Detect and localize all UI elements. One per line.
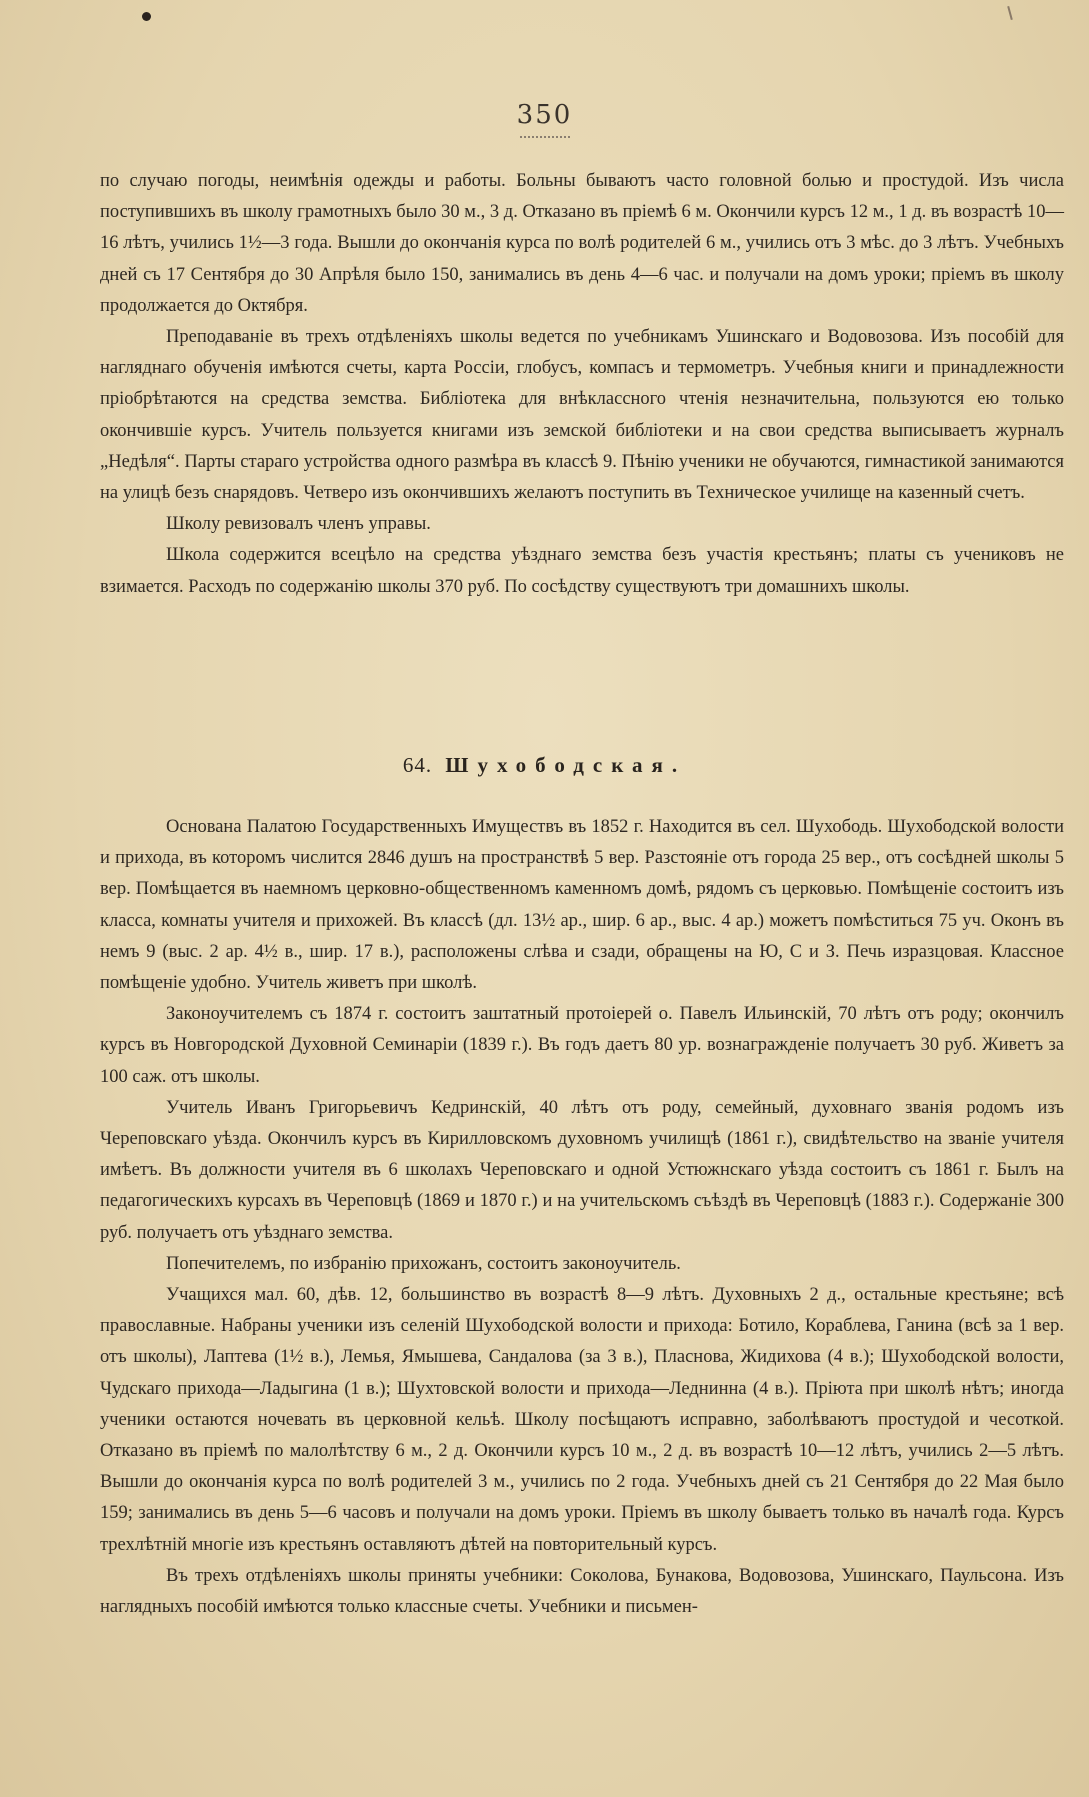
paragraph: Основана Палатою Государственныхъ Имуществъ въ 1852 г. Находится въ сел. Шухободь. Шухободской волости и прихода, въ которомъ числится 2846 душъ на пространствѣ 5 вер. Разстояніе отъ города 25 вер., отъ сосѣдней школы 5 вер. Помѣщается въ наемномъ церковно-общественномъ каменномъ домѣ, рядомъ съ церковью. Помѣщеніе состоитъ изъ класса, комнаты учителя и прихожей. Въ классѣ (дл. 13½ ар., шир. 6 ар., выс. 4 ар.) можетъ помѣститься 75 уч. Оконъ въ немъ 9 (выс. 2 ар. 4½ в., шир. 17 в.), расположены слѣва и сзади, обращены на Ю, С и З. Печь изразцовая. Классное помѣщеніе удобно. Учитель живетъ при школѣ. (100, 817, 1064, 994)
bottom-text-block (100, 812, 1064, 1623)
ink-blot (142, 12, 151, 21)
paragraph: Учащихся мал. 60, дѣв. 12, большинство въ возрастѣ 8—9 лѣтъ. Духовныхъ 2 д., остальные крестьяне; всѣ православные. Набраны ученики изъ селеній Шухободской волости и прихода: Ботило, Кораблева, Ганина (всѣ за 1 вер. отъ школы), Лаптева (1½ в.), Лемья, Ямышева, Сандалова (за 3 в.), Пласнова, Жидихова (4 в.); Шухободской волости, Чудскаго прихода—Ладыгина (1 в.); Шухтовской волости и прихода—Леднинна (4 в.). Пріюта при школѣ нѣтъ; иногда ученики остаются ночевать въ церковной кельѣ. Школу посѣщаютъ исправно, заболѣваютъ простудой и чесоткой. Отказано въ пріемѣ по малолѣтству 6 м., 2 д. Окончили курсъ 10 м., 2 д. въ возрастѣ 10—12 лѣтъ, учились 2—5 лѣтъ. Вышли до окончанія курса по волѣ родителей 3 м., учились по 2 года. Учебныхъ дней съ 21 Сентября до 22 Мая было 159; занимались въ день 5—6 часовъ и получали на домъ уроки. Пріемъ въ школу бываетъ только въ началѣ года. Курсъ трехлѣтній многіе изъ крестьянъ оставляютъ дѣтей на повторительный курсъ. (100, 1285, 1064, 1555)
paragraph: по случаю погоды, неимѣнія одежды и работы. Больны бываютъ часто головной болью и простудой. Изъ числа поступившихъ въ школу грамотныхъ было 30 м., 3 д. Отказано въ пріемѣ 6 м. Окончили курсъ 12 м., 1 д. въ возрастѣ 10—16 лѣтъ, учились 1½—3 года. Вышли до окончанія курса по волѣ родителей 6 м., учились отъ 3 мѣс. до 3 лѣтъ. Учебныхъ дней съ 17 Сентября до 30 Апрѣля было 150, занимались въ день 4—6 час. и получали на домъ уроки; пріемъ въ школу продолжается до Октября. (100, 171, 1064, 316)
page-number-ornament (520, 130, 570, 138)
section-heading (0, 753, 1089, 778)
paragraph: Преподаваніе въ трехъ отдѣленіяхъ школы ведется по учебникамъ Ушинскаго и Водовозова. Изъ пособій для нагляднаго обученія имѣются счеты, карта Россіи, глобусъ, компасъ и термометръ. Учебныя книги и принадлежности пріобрѣтаются на средства земства. Библіотека для внѣклассного чтенія незначительна, пользуются ею только окончившіе курсъ. Учитель пользуется книгами изъ земской библіотеки и на свои средства выписываетъ журналъ „Недѣля“. Парты стараго устройства одного размѣра въ классѣ 9. Пѣнію ученики не обучаются, гимнастикой занимаются на улицѣ безъ снарядовъ. Четверо изъ окончившихъ желаютъ поступить въ Техническое училище на казенный счетъ. (100, 327, 1064, 504)
paragraph: Учитель Иванъ Григорьевичъ Кедринскій, 40 лѣтъ отъ роду, семейный, духовнаго званія родомъ изъ Череповскаго уѣзда. Окончилъ курсъ въ Кирилловскомъ духовномъ училищѣ (1861 г.), свидѣтельство на званіе учителя имѣетъ. Въ должности учителя въ 6 школахъ Череповскаго и одной Устюжнскаго уѣзда состоитъ съ 1861 г. Былъ на педагогическихъ курсахъ въ Череповцѣ (1869 и 1870 г.) и на учительскомъ съѣздѣ въ Череповцѣ (1883 г.). Содержаніе 300 руб. получаетъ отъ уѣзднаго земства. (100, 1097, 1064, 1243)
section-title: Шухободская. (445, 753, 687, 777)
paragraph: Законоучителемъ съ 1874 г. состоитъ заштатный протоіерей о. Павелъ Ильинскій, 70 лѣтъ отъ роду; окончилъ курсъ въ Новгородской Духовной Семинаріи (1839 г.). Въ годъ даетъ 80 ур. вознагражденіе получаетъ 30 руб. Живетъ за 100 саж. отъ школы. (100, 1004, 1064, 1087)
paragraph: Школа содержится всецѣло на средства уѣзднаго земства безъ участія крестьянъ; платы съ учениковъ не взимается. Расходъ по содержанію школы 370 руб. По сосѣдству существуютъ три домашнихъ школы. (100, 545, 1064, 597)
paragraph: Попечителемъ, по избранію прихожанъ, состоитъ законоучитель. (166, 1253, 681, 1274)
paragraph: Школу ревизовалъ членъ управы. (166, 514, 431, 535)
top-text-block (100, 166, 1064, 603)
paper-mark (1007, 6, 1013, 20)
paragraph: Въ трехъ отдѣленіяхъ школы приняты учебники: Соколова, Бунакова, Водовозова, Ушинскаго, Паульсона. Изъ наглядныхъ пособій имѣются только классные счеты. Учебники и письмен- (100, 1565, 1064, 1618)
section-number: 64. (402, 753, 433, 777)
page-number: 350 (516, 100, 573, 130)
